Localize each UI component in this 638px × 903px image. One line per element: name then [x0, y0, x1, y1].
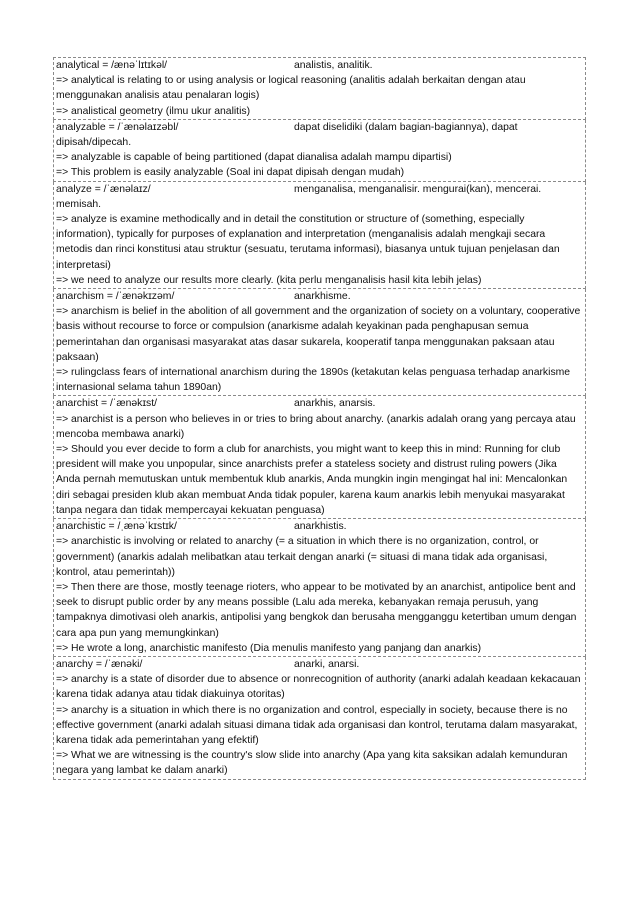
entry-term: anarchism = /ˈænəkɪzəm/: [56, 291, 175, 303]
entry-meaning: analistis, analitik.: [294, 60, 373, 71]
entry-head: [56, 182, 583, 197]
entry-head: [56, 396, 583, 411]
entry-meaning: menganalisa, menganalisir. mengurai(kan), mencerai.: [294, 183, 542, 195]
entry-analyze: [53, 182, 586, 289]
entry-head: [56, 58, 583, 73]
entry-meaning-continued: memisah.: [56, 198, 102, 210]
example-line: => What we are witnessing is the country's slow slide into anarchy (Apa yang kita saksikan adalah kemunduran negara yang lambat ke dalam anarki): [56, 750, 568, 777]
entry-head: [56, 289, 583, 304]
example-line: => anarchy is a situation in which there is no organization and control, especially in society, because there is no effective government (anarki adalah situasi dimana tidak ada organisasi dan kontrol, terutama dalam masyarakat, karena tidak ada pemerintahan yang efektif): [56, 704, 578, 746]
entry-meaning: anarki, anarsi.: [294, 658, 360, 670]
entry-meaning: anarkhistis.: [294, 521, 347, 533]
entry-anarchism: [53, 289, 586, 396]
example-line: => anarchy is a state of disorder due to absence or nonrecognition of authority (anarki adalah keadaan kekacauan karena tidak adanya atau tidak diakuinya otoritas): [56, 674, 581, 701]
entry-anarchist: [53, 396, 586, 519]
entry-term: anarchist = /ˈænəkɪst/: [56, 398, 158, 410]
entry-head: [56, 519, 583, 534]
example-line: => Should you ever decide to form a club for anarchists, you might want to keep this in mind: Running for club president will make you unpopular, since anarchists prefer a stateless society and distrust ruling powers (Jika Anda pernah memutuskan untuk membentuk klub anarkis, Anda mungkin ingin mengingat hal ini: Mencalonkan diri sebagai presiden klub akan membuat Anda tidak populer, karena kaum anarkis lebih menyukai masyarakat tanpa negara dan tidak mempercayai kekuatan penguasa): [56, 444, 568, 516]
entry-term: anarchistic = /ˌænəˈkɪstɪk/: [56, 521, 177, 533]
example-line: => analytical is relating to or using analysis or logical reasoning (analitis adalah berkaitan dengan atau menggunakan analisis atau penalaran logis): [56, 75, 526, 102]
example-line: => anarchistic is involving or related to anarchy (= a situation in which there is no organization, control, or government) (anarkis adalah melibatkan atau terkait dengan anarki (= situasi di mana tidak ada organisasi, kontrol, atau pemerintah)): [56, 536, 548, 578]
entry-meaning: anarkhisme.: [294, 291, 351, 303]
example-line: => we need to analyze our results more clearly. (kita perlu menganalisis hasil kita lebih jelas): [56, 274, 482, 286]
example-line: => He wrote a long, anarchistic manifesto (Dia menulis manifesto yang panjang dan anarkis): [56, 642, 482, 654]
entry-term: analytical = /ænəˈlɪtɪkəl/: [56, 60, 168, 71]
example-line: => anarchist is a person who believes in or tries to bring about anarchy. (anarkis adalah orang yang percaya atau mencoba membawa anarki): [56, 413, 576, 440]
example-line: => anarchism is belief in the abolition of all government and the organization of society on a voluntary, cooperative basis without recourse to force or compulsion (anarkisme adalah keyakinan pada penghapusan semua pemerintahan dan organisasi masyarakat atas dasar sukarela, kooperatif tanpa menggunakan paksaan atau paksaan): [56, 306, 581, 363]
entry-term: anarchy = /ˈænəki/: [56, 658, 143, 670]
entry-analyzable: [53, 120, 586, 182]
example-line: => Then there are those, mostly teenage rioters, who appear to be motivated by an anarchist, antipolice bent and seek to disrupt public order by any means possible (Lalu ada mereka, kebanyakan remaja perusuh, yang tampaknya dimotivasi oleh anarkis, antipolisi yang bengkok dan berusaha mengganggu ketertiban umum dengan cara apa pun yang memungkinkan): [56, 581, 577, 639]
example-line: => This problem is easily analyzable (Soal ini dapat dipisah dengan mudah): [56, 167, 405, 179]
entry-meaning: anarkhis, anarsis.: [294, 398, 376, 410]
example-line: => analistical geometry (ilmu ukur analitis): [56, 105, 251, 117]
entry-term: analyzable = /ˈænəlaɪzəbl/: [56, 121, 179, 133]
entry-meaning: dapat diselidiki (dalam bagian-bagiannya), dapat: [294, 121, 518, 133]
dictionary-page: [53, 57, 586, 780]
entry-meaning-continued: dipisah/dipecah.: [56, 137, 132, 149]
entry-analytical: [53, 57, 586, 120]
entry-head: [56, 657, 583, 672]
entry-anarchy: [53, 657, 586, 780]
entry-anarchistic: [53, 519, 586, 657]
example-line: => rulingclass fears of international anarchism during the 1890s (ketakutan kelas penguasa terhadap anarkisme internasional selama tahun 1890an): [56, 367, 571, 394]
example-line: => analyzable is capable of being partitioned (dapat dianalisa adalah mampu dipartisi): [56, 152, 452, 164]
entry-term: analyze = /ˈænəlaɪz/: [56, 183, 151, 195]
example-line: => analyze is examine methodically and in detail the constitution or structure of (something, especially information), typically for purposes of explanation and interpretation (menganalisis adalah mengkaji secara metodis dan rinci konstitusi atau struktur (sesuatu, terutama informasi), biasanya untuk tujuan penjelasan dan interpretasi): [56, 214, 560, 271]
entry-head: [56, 120, 583, 135]
